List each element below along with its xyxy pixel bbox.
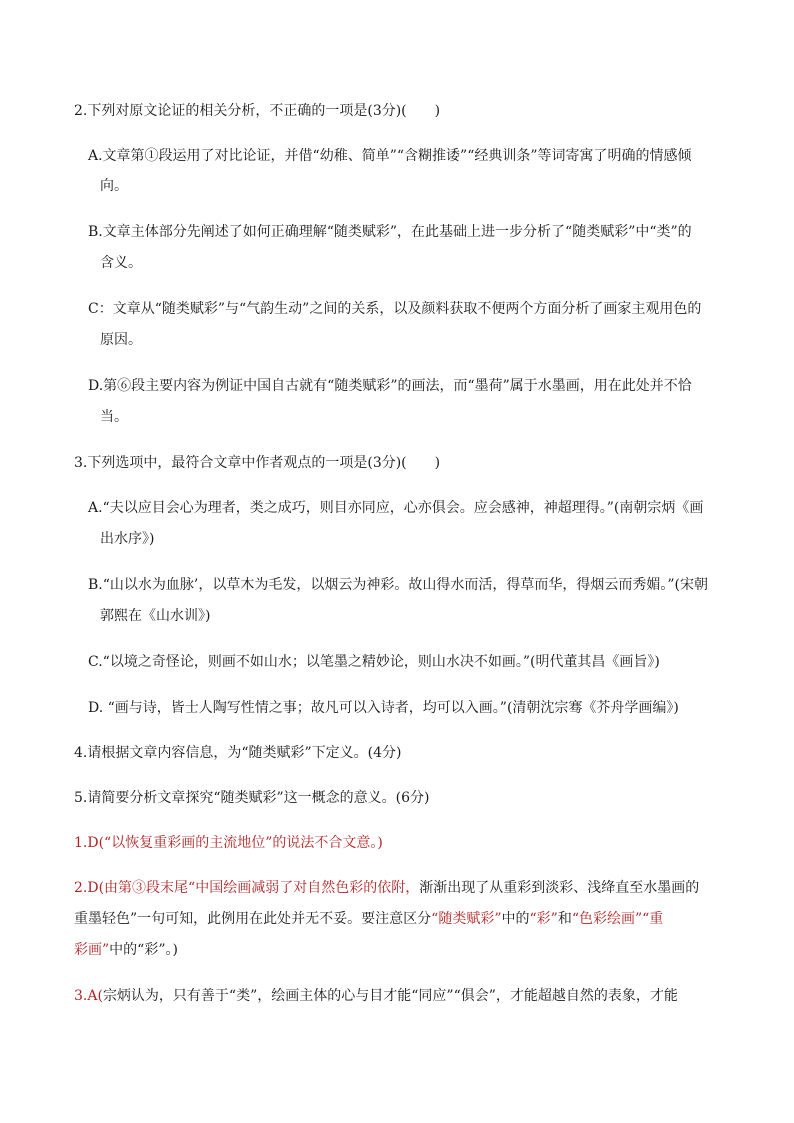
answer-2-term: “彩” (529, 911, 558, 927)
answer-2-text: 渐渐出现了从重彩到淡彩、浅绛直至水墨画的 (419, 880, 700, 896)
answer-2-text: 一句可知，此例用在此处并无不妥。要注意区分 (137, 911, 432, 927)
answer-3-text: 宗炳认为，只有善于“类”，绘画主体的心与目才能“同应”“俱会”，才能超越自然的表象，才能 (102, 988, 678, 1004)
q5-stem: 5.请简要分析文章探究“随类赋彩”这一概念的意义。(6分) (74, 790, 430, 806)
q2-option-c: C：文章从“随类赋彩”与“气韵生动”之间的关系，以及颜料获取不便两个方面分析了画家主观用色的 (88, 301, 702, 317)
answer-2-quote: 2.D(由第③段末尾“中国绘画减弱了对自然色彩的依附， (74, 880, 420, 896)
answer-2-term: “随类赋彩” (431, 911, 502, 927)
answer-2-line-2 (74, 909, 663, 929)
q2-option-a: A.文章第①段运用了对比论证，并借“幼稚、简单”“含糊推诿”“经典训条”等词寄寓了明确的情感倾 (88, 148, 692, 164)
q2-stem: 2.下列对原文论证的相关分析，不正确的一项是(3分)( ) (74, 103, 441, 119)
q3-option-a: A.“夫以应目会心为理者，类之成巧，则目亦同应，心亦俱会。应会感神，神超理得。”(南朝宗炳《画 (88, 500, 704, 516)
answer-2-text: 和 (557, 911, 572, 927)
q2-option-b: B.文章主体部分先阐述了如何正确理解“随类赋彩”，在此基础上进一步分析了“随类赋彩”中“类”的 (88, 224, 692, 240)
answer-2-term: 彩画” (74, 942, 110, 958)
answer-3-line-1 (74, 986, 678, 1006)
answer-2-line-1 (74, 878, 699, 898)
answer-2-text: 重墨轻色” (74, 911, 138, 927)
q3-option-a-cont: 出水序》) (100, 531, 155, 547)
answer-2-text: 中的 (501, 911, 530, 927)
answer-2-line-3 (74, 940, 178, 960)
q2-option-a-cont: 向。 (100, 178, 128, 194)
answer-3-label: 3.A( (74, 988, 103, 1004)
q2-option-d: D.第⑥段主要内容为例证中国自古就有“随类赋彩”的画法，而“墨荷”属于水墨画，用在此处并不恰 (88, 378, 692, 394)
q3-stem: 3.下列选项中，最符合文章中作者观点的一项是(3分)( ) (74, 455, 441, 471)
q4-stem: 4.请根据文章内容信息，为“随类赋彩”下定义。(4分) (74, 745, 402, 761)
q2-option-c-cont: 原因。 (100, 332, 142, 348)
q3-option-c: C.“以境之奇怪论，则画不如山水；以笔墨之精妙论，则山水决不如画。”(明代董其昌《画旨》) (88, 654, 660, 670)
q3-option-b: B.“山以水为血脉’，以草木为毛发，以烟云为神彩。故山得水而活，得草而华，得烟云而秀媚。”(宋朝 (88, 577, 708, 593)
q3-option-d: D. “画与诗，皆士人陶写性情之事；故凡可以入诗者，均可以入画。”(清朝沈宗骞《芥舟学画编》) (88, 700, 679, 716)
q2-option-d-cont: 当。 (100, 409, 128, 425)
answer-2-text: 中的“彩”。) (109, 942, 178, 958)
q2-option-b-cont: 含义。 (100, 255, 142, 271)
answer-1: 1.D(“以恢复重彩画的主流地位”的说法不合文意。) (74, 835, 383, 851)
q3-option-b-cont: 郭熙在《山水训》) (100, 608, 211, 624)
answer-2-term: “色彩绘画”“重 (571, 911, 664, 927)
